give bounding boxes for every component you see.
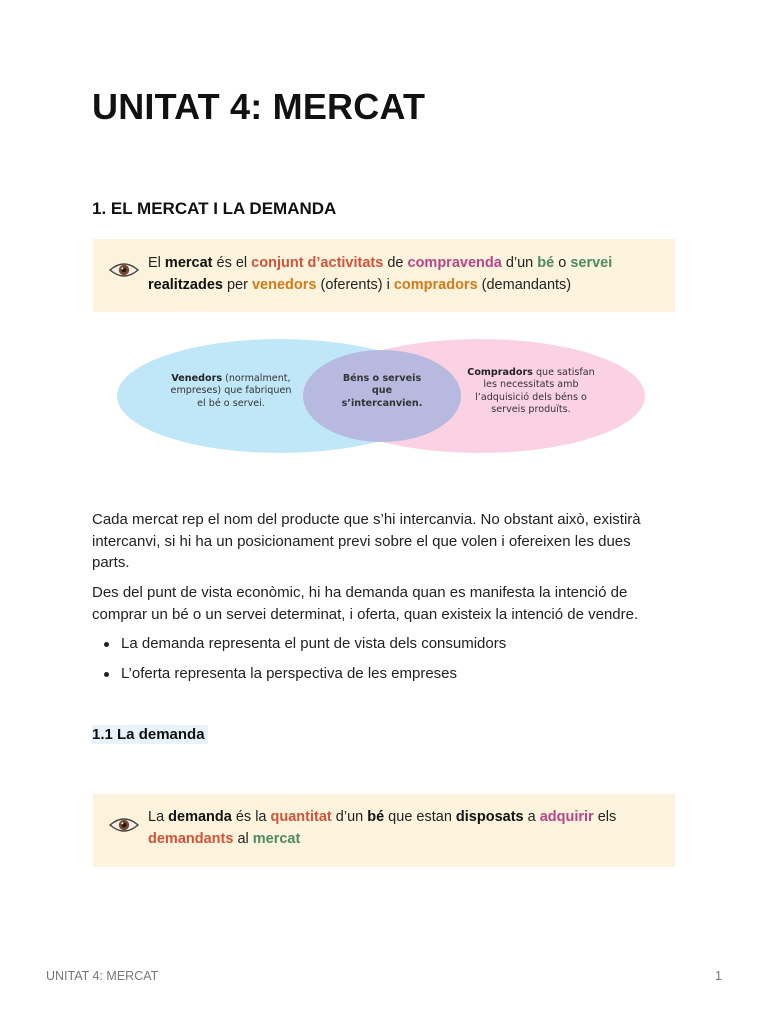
bullet-icon: [104, 642, 109, 647]
section-heading: 1. EL MERCAT I LA DEMANDA: [92, 199, 337, 218]
venn-diagram: [110, 334, 655, 458]
text-fragment: o: [554, 255, 571, 271]
sellers-label: Venedors (normalment, empreses) que fabriquen el bé o servei.: [170, 373, 292, 409]
subsection-heading: 1.1 La demanda: [92, 725, 208, 744]
text-fragment: (oferents) i: [316, 276, 394, 293]
term-quantitat: quantitat: [270, 809, 332, 825]
footer-title: UNITAT 4: MERCAT: [46, 969, 159, 983]
term-mercat: mercat: [164, 255, 213, 271]
definition-callout-demanda: [93, 794, 675, 867]
paragraph-demand-offer: Des del punt de vista econòmic, hi ha demanda quan es manifesta la intenció de comprar un bé o un servei determinat, i oferta, quan existeix la intenció de vendre.: [92, 584, 639, 623]
text-fragment: d’un: [501, 255, 538, 271]
text-fragment: és la: [231, 809, 271, 825]
list-item: La demanda representa el punt de vista dels consumidors: [92, 633, 672, 663]
term-disposats: disposats: [455, 809, 524, 825]
text-fragment: de: [383, 255, 408, 271]
text-fragment: (demandants): [477, 276, 572, 293]
term-be: bé: [537, 255, 555, 271]
text-fragment: que estan: [384, 809, 456, 825]
bullet-list: [92, 633, 672, 693]
text-fragment: els: [593, 809, 617, 825]
term-realitzades: realitzades: [148, 276, 223, 293]
bullet-icon: [104, 672, 109, 677]
paragraph-market-name: Cada mercat rep el nom del producte que s’hi intercanvia. No obstant això, existirà intercanvi, si hi ha un posicionament previ sobre el que volen i ofereixen les dues parts.: [92, 511, 641, 571]
term-be: bé: [367, 809, 385, 825]
text-fragment: d’un: [331, 809, 368, 825]
term-conjunt-activitats: conjunt d’activitats: [251, 255, 384, 271]
definition-callout-mercat: [93, 239, 675, 312]
term-compradors: compradors: [393, 276, 478, 293]
term-compravenda: compravenda: [407, 255, 502, 271]
eye-icon: [109, 260, 139, 280]
text-fragment: El: [148, 255, 165, 271]
text-fragment: La: [148, 809, 169, 825]
definition-text: [148, 253, 661, 296]
term-demandants: demandants: [148, 830, 234, 847]
term-demanda: demanda: [168, 809, 232, 825]
term-mercat: mercat: [252, 830, 301, 847]
term-servei: servei: [570, 255, 613, 271]
eye-icon: [109, 815, 139, 835]
text-fragment: a: [523, 809, 540, 825]
text-fragment: per: [222, 276, 252, 293]
term-venedors: venedors: [251, 276, 317, 293]
page-title: UNITAT 4: MERCAT: [92, 86, 426, 127]
goods-label: Béns o serveis que s’intercanvien.: [341, 373, 423, 409]
buyers-label: Compradors que satisfan les necessitats amb l’adquisició dels béns o serveis produïts.: [467, 367, 595, 416]
text-fragment: és el: [212, 255, 252, 271]
definition-text: [148, 807, 661, 850]
text-fragment: al: [233, 830, 253, 847]
term-adquirir: adquirir: [539, 809, 594, 825]
list-item: L’oferta representa la perspectiva de les empreses: [92, 663, 672, 693]
page-number: 1: [715, 969, 722, 983]
